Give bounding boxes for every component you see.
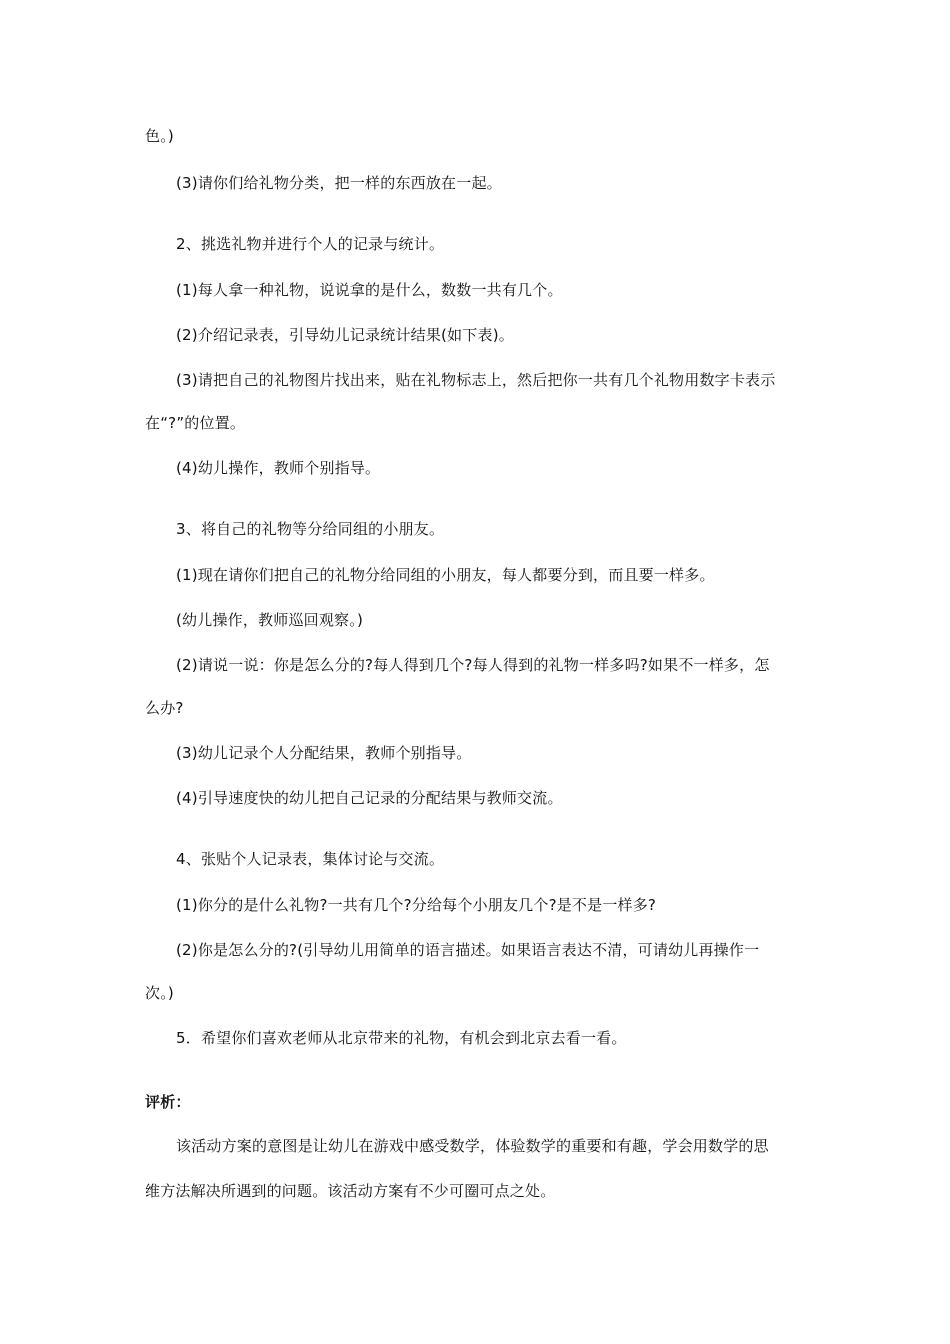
paragraph-line: 在“?”的位置。 [145,414,246,432]
paragraph-line: (1)每人拿一种礼物，说说拿的是什么，数数一共有几个。 [176,281,563,299]
paragraph-line: (1)现在请你们把自己的礼物分给同组的小朋友，每人都要分到，而且要一样多。 [176,566,715,584]
paragraph-line: (2)请说一说：你是怎么分的?每人得到几个?每人得到的礼物一样多吗?如果不一样多，怎 [176,656,770,674]
paragraph-line: 次。) [145,984,174,1002]
paragraph-line: (3)幼儿记录个人分配结果，教师个别指导。 [176,744,472,762]
section-heading: 3、将自己的礼物等分给同组的小朋友。 [176,520,445,538]
paragraph-line: (1)你分的是什么礼物?一共有几个?分给每个小朋友几个?是不是一样多? [176,896,657,914]
paragraph-line: (3)请把自己的礼物图片找出来，贴在礼物标志上，然后把你一共有几个礼物用数字卡表示 [176,371,776,389]
section-heading: 4、张贴个人记录表，集体讨论与交流。 [176,850,445,868]
analysis-heading: 评析： [145,1093,191,1111]
paragraph-line: (幼儿操作，教师巡回观察。) [176,611,364,629]
paragraph-line: 该活动方案的意图是让幼儿在游戏中感受数学，体验数学的重要和有趣，学会用数学的思 [176,1137,769,1155]
paragraph-line: (4)引导速度快的幼儿把自己记录的分配结果与教师交流。 [176,789,563,807]
paragraph-line: (3)请你们给礼物分类，把一样的东西放在一起。 [176,174,502,192]
paragraph-line: 色。) [145,127,174,145]
paragraph-line: 么办? [145,699,184,717]
paragraph-line: (4)幼儿操作，教师个别指导。 [176,459,381,477]
paragraph-line: (2)介绍记录表，引导幼儿记录统计结果(如下表)。 [176,326,514,344]
section-heading: 5．希望你们喜欢老师从北京带来的礼物，有机会到北京去看一看。 [176,1029,627,1047]
paragraph-line: 维方法解决所遇到的问题。该活动方案有不少可圈可点之处。 [145,1182,556,1200]
paragraph-line: (2)你是怎么分的?(引导幼儿用简单的语言描述。如果语言表达不清，可请幼儿再操作一 [176,941,760,959]
section-heading: 2、挑选礼物并进行个人的记录与统计。 [176,235,445,253]
